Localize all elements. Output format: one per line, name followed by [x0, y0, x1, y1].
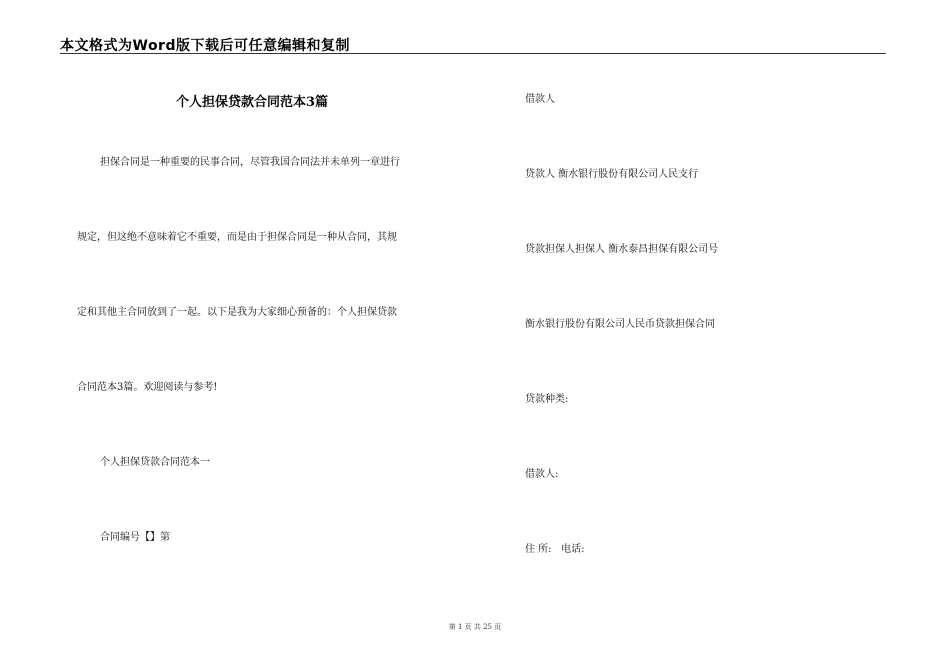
section-heading: 个人担保贷款合同范本一: [100, 457, 210, 468]
right-paragraph-line: 贷款担保人担保人 衡水泰昌担保有限公司号: [525, 244, 719, 255]
right-paragraph-line: 住 所: 电话:: [525, 544, 585, 555]
left-paragraph-line: 担保合同是一种重要的民事合同，尽管我国合同法并未单列一章进行: [100, 157, 400, 168]
page-header-text: 本文格式为Word版下载后可任意编辑和复制: [60, 38, 350, 54]
left-paragraph-line: 规定，但这绝不意味着它不重要，而是由于担保合同是一种从合同，其规: [77, 232, 397, 243]
page-number-footer: 第 1 页 共 25 页: [448, 623, 502, 631]
header-divider: [60, 53, 886, 54]
left-paragraph-line: 合同范本3篇。欢迎阅读与参考!: [77, 382, 218, 393]
right-paragraph-line: 借款人: [525, 94, 555, 105]
document-title: 个人担保贷款合同范本3篇: [176, 95, 329, 110]
right-paragraph-line: 贷款种类:: [525, 394, 569, 405]
right-paragraph-line: 借款人:: [525, 469, 559, 480]
right-paragraph-line: 衡水银行股份有限公司人民币贷款担保合同: [525, 319, 715, 330]
contract-number-line: 合同编号【】第: [100, 532, 170, 543]
right-paragraph-line: 贷款人 衡水银行股份有限公司人民支行: [525, 169, 699, 180]
left-paragraph-line: 定和其他主合同放到了一起。以下是我为大家细心预备的：个人担保贷款: [77, 307, 397, 318]
